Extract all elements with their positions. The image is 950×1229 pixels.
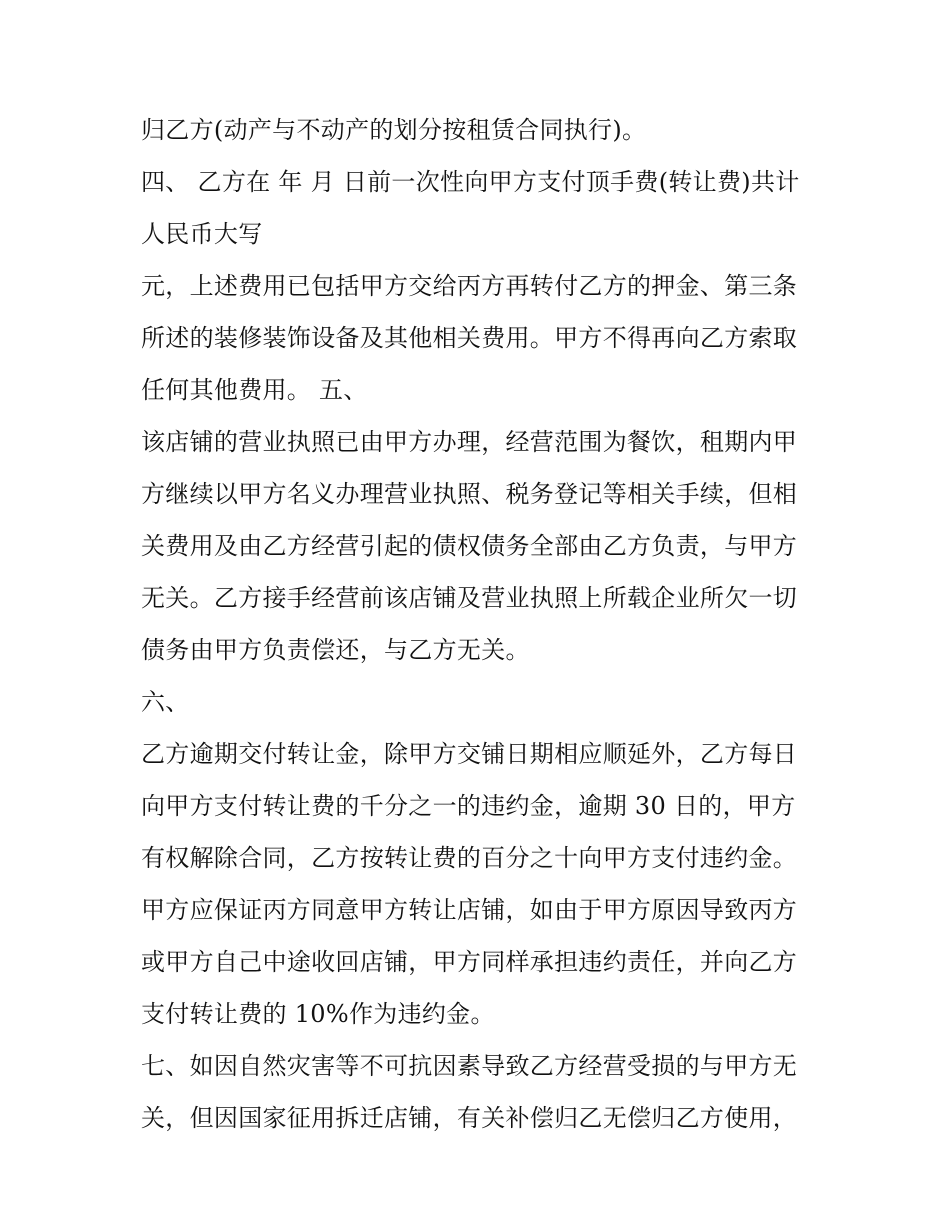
text-line: 方继续以甲方名义办理营业执照、税务登记等相关手续，但相 <box>141 480 798 508</box>
text-line: 无关。乙方接手经营前该店铺及营业执照上所载企业所欠一切 <box>141 584 798 612</box>
text-line: 乙方逾期交付转让金，除甲方交铺日期相应顺延外，乙方每日 <box>141 740 798 768</box>
text-line: 甲方应保证丙方同意甲方转让店铺，如由于甲方原因导致丙方 <box>141 896 798 924</box>
text-line: 支付转让费的 10%作为违约金。 <box>141 1000 495 1028</box>
text-line: 关，但因国家征用拆迁店铺，有关补偿归乙无偿归乙方使用， <box>141 1104 798 1132</box>
text-line: 四、 乙方在 年 月 日前一次性向甲方支付顶手费(转让费)共计 <box>141 168 800 196</box>
contract-text <box>141 104 831 1144</box>
text-line: 关费用及由乙方经营引起的债权债务全部由乙方负责，与甲方 <box>141 532 798 560</box>
text-line: 债务由甲方负责偿还，与乙方无关。 <box>141 636 530 664</box>
text-line: 元，上述费用已包括甲方交给丙方再转付乙方的押金、第三条 <box>141 272 798 300</box>
text-line: 任何其他费用。 五、 <box>141 376 368 404</box>
text-line: 归乙方(动产与不动产的划分按租赁合同执行)。 <box>141 116 647 144</box>
text-line: 有权解除合同，乙方按转让费的百分之十向甲方支付违约金。 <box>141 844 798 872</box>
text-line: 六、 <box>141 688 190 716</box>
text-line: 该店铺的营业执照已由甲方办理，经营范围为餐饮，租期内甲 <box>141 428 798 456</box>
text-line: 所述的装修装饰设备及其他相关费用。甲方不得再向乙方索取 <box>141 324 798 352</box>
text-line: 向甲方支付转让费的千分之一的违约金，逾期 30 日的，甲方 <box>141 792 796 820</box>
text-line: 七、如因自然灾害等不可抗因素导致乙方经营受损的与甲方无 <box>141 1052 798 1080</box>
text-line: 或甲方自己中途收回店铺，甲方同样承担违约责任，并向乙方 <box>141 948 798 976</box>
text-line: 人民币大写 <box>141 220 263 248</box>
